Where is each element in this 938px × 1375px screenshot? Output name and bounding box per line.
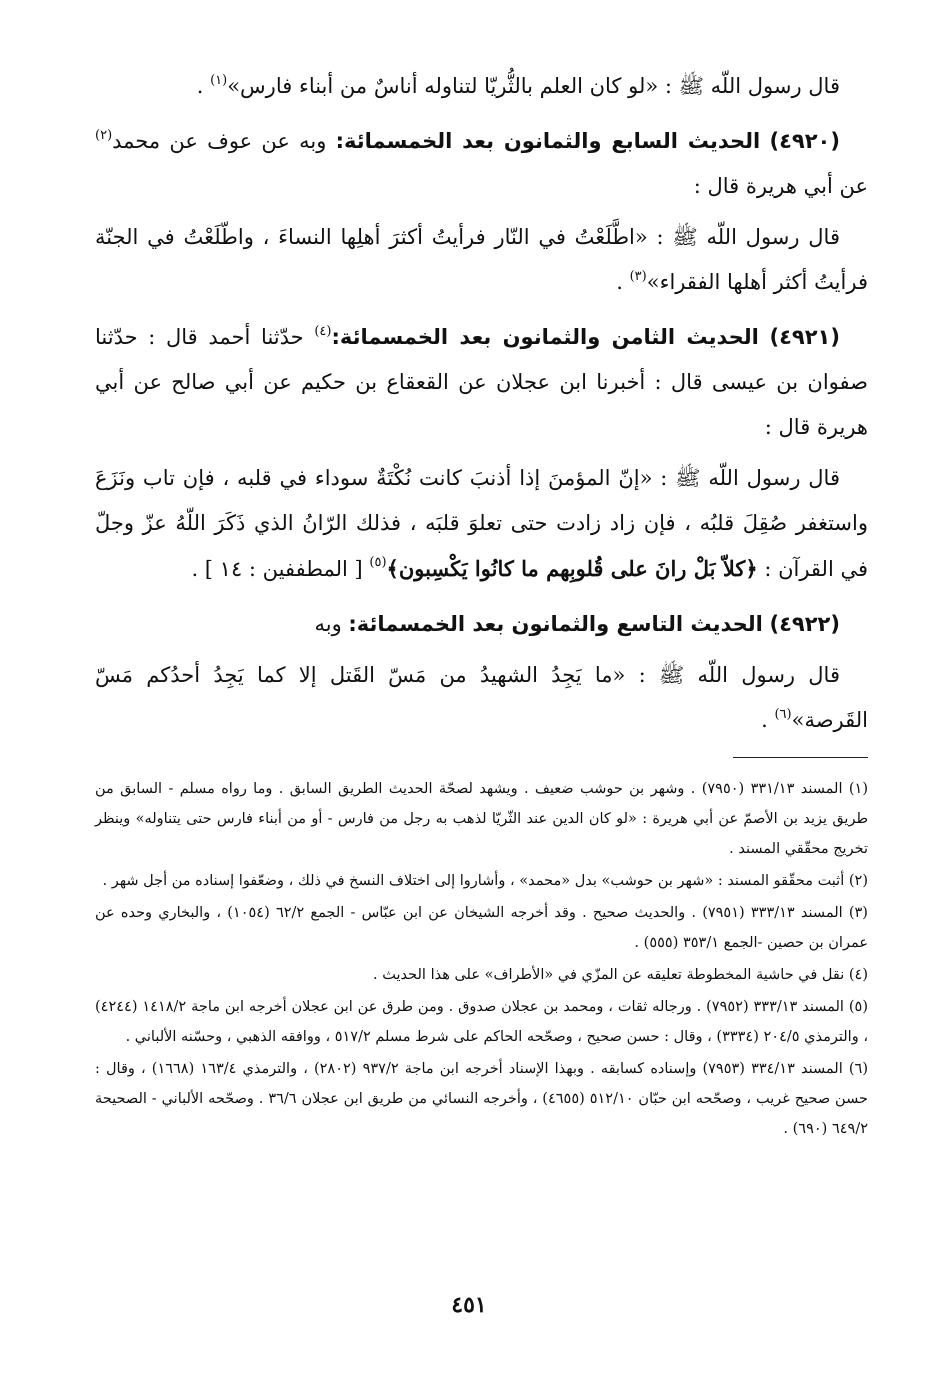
footnote-5: (٥) المسند ٣٣٣/١٣ (٧٩٥٢) . ورجاله ثقات ، ومحمد بن عجلان صدوق . ومن طرق عن ابن عجلان أخرجه ابن ماجة ١٤١٨/٢ (٤٢٤٤) ، والترمذي ٢٠٤/٥ (٣٣٣٤) ، وقال : حسن صحيح ، وصحّحه الحاكم على شرط مسلم ٥١٧/٢ ، ووافقه الذهبي ، وحسّنه الألباني .: [95, 999, 868, 1045]
hadith-heading: الحديث الثامن والثمانون بعد الخمسمائة:: [331, 325, 759, 349]
footnote-marker: (٤): [314, 324, 332, 339]
paragraph-1: [95, 64, 868, 109]
hadith-4920: [95, 119, 868, 209]
footnotes: [95, 774, 868, 1144]
hadith-chain-tail: عن أبي هريرة قال :: [693, 174, 868, 198]
paragraph-7: [95, 653, 868, 743]
hadith-4921: [95, 315, 868, 450]
paragraph-text: قال رسول اللّه ﷺ : «اطَّلَعْتُ في النّار فرأيتُ أكثرَ أهلِها النساءَ ، واطّلَعْتُ في الجنّة فرأيتُ أكثر أهلها الفقراء»: [95, 225, 868, 294]
footnote-4: (٤) نقل في حاشية المخطوطة تعليقه عن المزّي في «الأطراف» على هذا الحديث .: [373, 967, 868, 983]
hadith-number: (٤٩٢٠): [769, 129, 840, 153]
page-number: ٤٥١: [451, 1292, 487, 1318]
hadith-number: (٤٩٢١): [769, 325, 840, 349]
footnote-3: (٣) المسند ٣٣٣/١٣ (٧٩٥١) . والحديث صحيح . وقد أخرجه الشيخان عن ابن عبّاس - الجمع ٦٢/٢ (١٠٥٤) ، والبخاري وحده عن عمران بن حصين -الجمع ٣٥٣/١ (٥٥٥) .: [95, 905, 868, 951]
paragraph-text: قال رسول اللّه ﷺ : «لو كان العلم بالثُّريّا لتناوله أناسٌ من أبناء فارس»: [227, 74, 840, 98]
paragraph-5: [95, 456, 868, 592]
paragraph-tail: .: [616, 270, 630, 294]
hadith-4922: [95, 602, 868, 647]
main-text: [95, 64, 868, 743]
paragraph-text: قال رسول اللّه ﷺ : «إنّ المؤمنَ إذا أذنبَ كانت نُكْتَةٌ سوداء في قلبه ، فإن تاب ونَزَعَ واستغفر صُقِلَ قلبُه ، فإن زاد زادت حتى تعلوَ قلبَه ، فذلك الرّانُ الذي ذَكَرَ اللّهُ عزّ وجلّ في القرآن :: [95, 466, 868, 581]
footnote-2: (٢) أثبت محقّقو المسند : «شهر بن حوشب» بدل «محمد» ، وأشاروا إلى اختلاف النسخ في ذلك ، وضعّفوا إسناده من أجل شهر .: [102, 873, 868, 889]
hadith-chain: وبه: [314, 612, 349, 636]
quran-verse: ﴿كلاّ بَلْ رانَ على قُلوبِهم ما كانُوا يَكْسِبون﴾: [386, 556, 758, 581]
footnote-marker: (٣): [629, 269, 647, 284]
hadith-chain: وبه عن عوف عن محمد: [112, 129, 336, 153]
hadith-chain: حدّثنا أحمد قال : حدّثنا صفوان بن عيسى قال : أخبرنا ابن عجلان عن القعقاع بن حكيم عن أبي صالح عن أبي هريرة قال :: [95, 325, 868, 439]
hadith-heading: الحديث التاسع والثمانون بعد الخمسمائة:: [348, 612, 763, 636]
paragraph-text: قال رسول اللّه ﷺ : «ما يَجِدُ الشهيدُ من مَسّ القَتل إلا كما يَجِدُ أحدُكم مَسّ القَرصة»: [95, 663, 868, 732]
paragraph-tail: .: [196, 74, 211, 98]
footnote-marker: (٦): [774, 707, 792, 722]
footnote-marker: (١): [210, 73, 228, 88]
paragraph-tail: .: [761, 708, 775, 732]
footnote-marker: (٢): [95, 128, 113, 143]
footnote-separator: [733, 757, 868, 758]
footnote-6: (٦) المسند ٣٣٤/١٣ (٧٩٥٣) وإسناده كسابقه . وبهذا الإسناد أخرجه ابن ماجة ٩٣٧/٢ (٢٨٠٢) ، والترمذي ١٦٣/٤ (١٦٦٨) ، وقال : حسن صحيح غريب ، وصحّحه ابن حبّان ٥١٢/١٠ (٤٦٥٥) ، وأخرجه النسائي من طريق ابن عجلان ٣٦/٦ . وصحّحه الألباني - الصحيحة ٦٤٩/٢ (٦٩٠) .: [95, 1061, 868, 1137]
paragraph-3: [95, 215, 868, 305]
hadith-number: (٤٩٢٢): [769, 612, 840, 636]
footnote-marker: (٥): [369, 555, 387, 570]
paragraph-tail: [ المطففين : ١٤ ] .: [191, 557, 370, 581]
hadith-heading: الحديث السابع والثمانون بعد الخمسمائة:: [335, 129, 761, 153]
footnote-1: (١) المسند ٣٣١/١٣ (٧٩٥٠) . وشهر بن حوشب ضعيف . ويشهد لصحّة الحديث الطريق السابق . وما رواه مسلم - السابق من طريق يزيد بن الأصمّ عن أبي هريرة : «لو كان الدين عند الثّريّا لذهب به رجل من فارس - أو من أبناء فارس حتى يتناوله» وينظر تخريج محقّقي المسند .: [95, 781, 868, 857]
